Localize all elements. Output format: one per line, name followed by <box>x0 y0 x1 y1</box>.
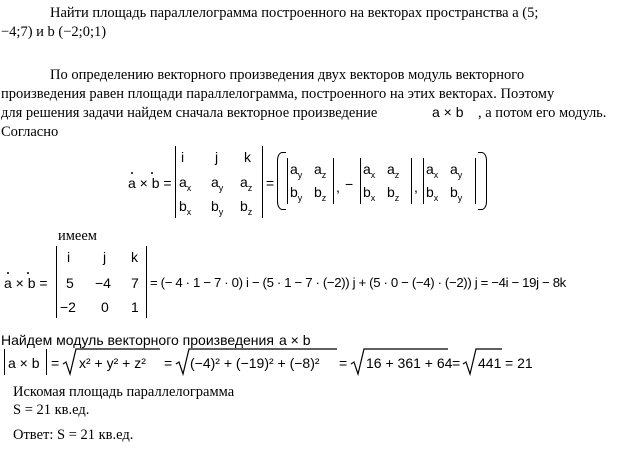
det2-r1c1: i <box>67 249 71 265</box>
mod-radicand-4: 441 <box>478 355 502 371</box>
mod-abs-expr: a × b <box>8 355 40 371</box>
det2-r3c2: 0 <box>101 299 109 315</box>
answer-line <box>13 428 133 443</box>
m2-bottom: $b_x$ $b_z$ <box>363 184 400 203</box>
mod-result: = 21 <box>505 355 533 371</box>
det1-r3c3: $b_z$ <box>240 198 253 217</box>
m2-top: $a_x$ $a_z$ <box>363 161 400 180</box>
det2-r3c1: −2 <box>60 299 76 315</box>
formula1-comma-1: , <box>336 179 340 195</box>
m1-top: $a_y$ $a_z$ <box>290 161 327 180</box>
det2-r1c2: j <box>103 249 107 265</box>
det1-r2c2: $a_y$ <box>211 174 224 193</box>
mod-radicand-1: x² + y² + z² <box>79 355 146 371</box>
mod-eq-3: = <box>339 355 348 371</box>
mod-eq-2: = <box>164 355 173 371</box>
det1-r2c3: $a_z$ <box>240 174 253 193</box>
det2-r2c2: −4 <box>95 275 111 291</box>
modulus-heading-expr: a × b <box>279 332 311 348</box>
mod-radicand-3: 16 + 361 + 64 <box>366 355 453 371</box>
formula1-comma-2: , <box>414 179 418 195</box>
have-label: имеем <box>58 228 97 244</box>
problem-line-2: −4;7) и b (−2;0;1) <box>1 24 107 40</box>
intro-vector-product: a × b <box>432 104 464 120</box>
det2-r2c1: 5 <box>66 275 74 291</box>
formula1-equals: = <box>266 175 275 191</box>
conclusion-line: S = 21 кв.ед. <box>13 402 90 418</box>
conclusion-heading: Искомая площадь параллелограмма <box>13 384 235 400</box>
m3-bottom: $b_x$ $b_y$ <box>426 184 463 203</box>
mod-radicand-2: (−4)² + (−19)² + (−8)² <box>190 355 320 371</box>
intro-line-1: По определению векторного произведения двух векторов модуль векторного <box>50 67 525 83</box>
det2-r1c3: k <box>131 249 138 265</box>
formula1-lhs: a × b = <box>128 175 172 191</box>
det1-r1c1: i <box>181 149 185 165</box>
answer-value: S = 21 кв.ед. <box>57 427 134 443</box>
modulus-heading: Найдем модуль векторного произведения <box>1 332 274 348</box>
intro-line-2: произведения равен площади параллелограмма, построенного на этих векторах. Поэтому <box>1 86 555 102</box>
intro-line-4: Согласно <box>1 124 59 140</box>
mod-eq-1: = <box>51 355 60 371</box>
intro-line-3b: , а потом его модуль. <box>478 105 607 121</box>
intro-line-3a: для решения задачи найдем сначала векторное произведение <box>1 105 378 121</box>
det1-r2c1: $a_x$ <box>179 174 192 193</box>
m3-top: $a_x$ $a_y$ <box>426 161 463 180</box>
formula2-expansion: = (− 4 · 1 − 7 · 0) i − (5 · 1 − 7 · (−2)) j + (5 · 0 − (−4) · (−2)) j = −4i − 19j − 8k <box>150 275 566 290</box>
problem-line-1: Найти площадь параллелограмма построенного на векторах пространства a (5; <box>50 5 539 21</box>
mod-eq-4: = <box>452 355 461 371</box>
det1-r3c1: $b_x$ <box>179 198 192 217</box>
formula2-lhs: a × b = <box>4 275 48 291</box>
det1-r1c3: k <box>244 149 251 165</box>
m1-bottom: $b_y$ $b_z$ <box>290 184 327 203</box>
formula1-minus: − <box>345 176 354 192</box>
answer-label: Ответ: <box>13 427 54 443</box>
det1-r1c2: j <box>215 149 219 165</box>
det2-r2c3: 7 <box>131 275 139 291</box>
det1-r3c2: $b_y$ <box>211 198 224 217</box>
det2-r3c3: 1 <box>131 299 139 315</box>
